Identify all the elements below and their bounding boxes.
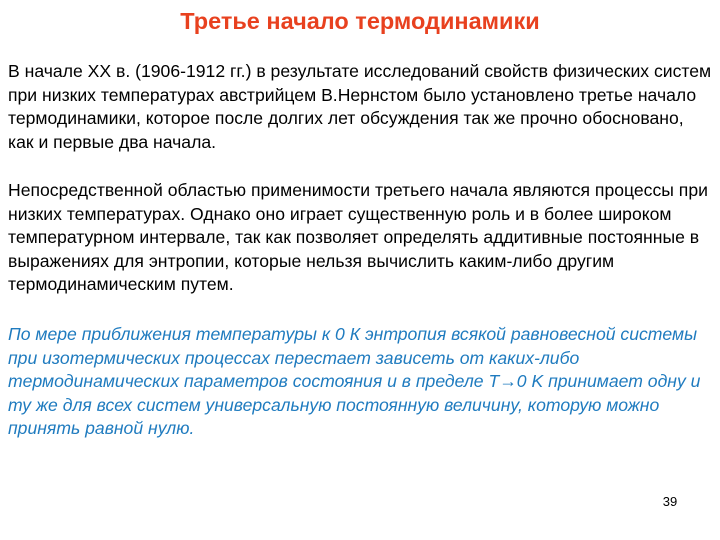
slide-title: Третье начало термодинамики <box>180 8 540 34</box>
paragraph-applicability: Непосредственной областью применимости третьего начала являются процессы при низких температурах. Однако оно играет существенную роль и в более широком температурном интервале, так как позволяет определять аддитивные постоянные в выражениях для энтропии, которые нельзя вычислить каким-либо другим термодинамическим путем. <box>8 180 708 295</box>
page-number: 39 <box>662 494 678 509</box>
paragraph-third-law-statement: По мере приближения температуры к 0 К энтропия всякой равновесной системы при изотермических процессах перестает зависеть от каких-либо термодинамических параметров состояния и в пределе T→0 K принимает одну и ту же для всех систем универсальную постоянную величину, которую можно принять равной нулю. <box>8 324 701 439</box>
paragraph-history: В начале XX в. (1906-1912 гг.) в результате исследований свойств физических систем при низких температурах австрийцем В.Нернстом было установлено третье начало термодинамики, которое после долгих лет обсуждения так же прочно обосновано, как и первые два начала. <box>8 61 712 152</box>
